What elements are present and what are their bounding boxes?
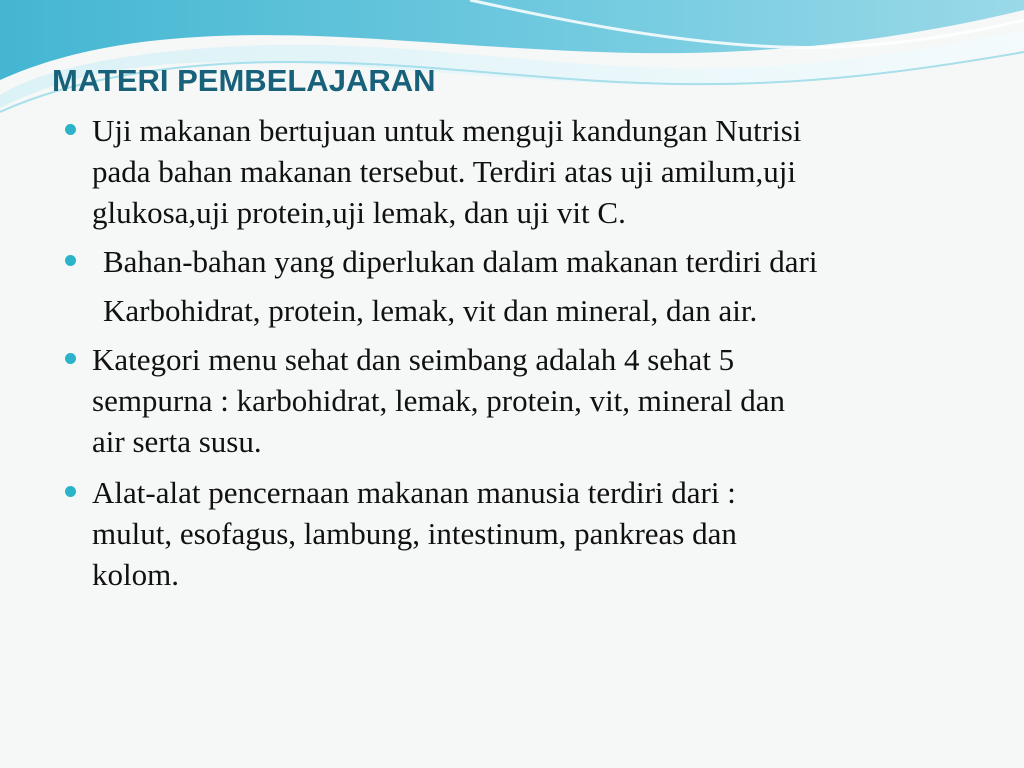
bullet-icon [65,486,76,497]
bullet-4-line-1: Alat-alat pencernaan makanan manusia terdiri dari : [92,475,736,510]
bullet-4-line-2: mulut, esofagus, lambung, intestinum, pankreas dan [92,516,737,551]
bullet-2-line-2: Karbohidrat, protein, lemak, vit dan mineral, dan air. [103,293,758,328]
bullet-1-line-2: pada bahan makanan tersebut. Terdiri atas uji amilum,uji [92,154,797,189]
bullet-icon [65,255,76,266]
bullet-3-line-2: sempurna : karbohidrat, lemak, protein, vit, mineral dan [92,383,785,418]
bullet-icon [65,124,76,135]
slide-title: MATERI PEMBELAJARAN [52,63,436,98]
bullet-icon [65,353,76,364]
bullet-4-line-3: kolom. [92,557,179,592]
bullet-1-line-1: Uji makanan bertujuan untuk menguji kandungan Nutrisi [92,113,802,148]
bullet-3-line-1: Kategori menu sehat dan seimbang adalah 4 sehat 5 [92,342,735,377]
bullet-3-line-3: air serta susu. [92,424,262,459]
bullet-1-line-3: glukosa,uji protein,uji lemak, dan uji vit C. [92,195,626,230]
bullet-2-line-1: Bahan-bahan yang diperlukan dalam makanan terdiri dari [103,244,818,279]
